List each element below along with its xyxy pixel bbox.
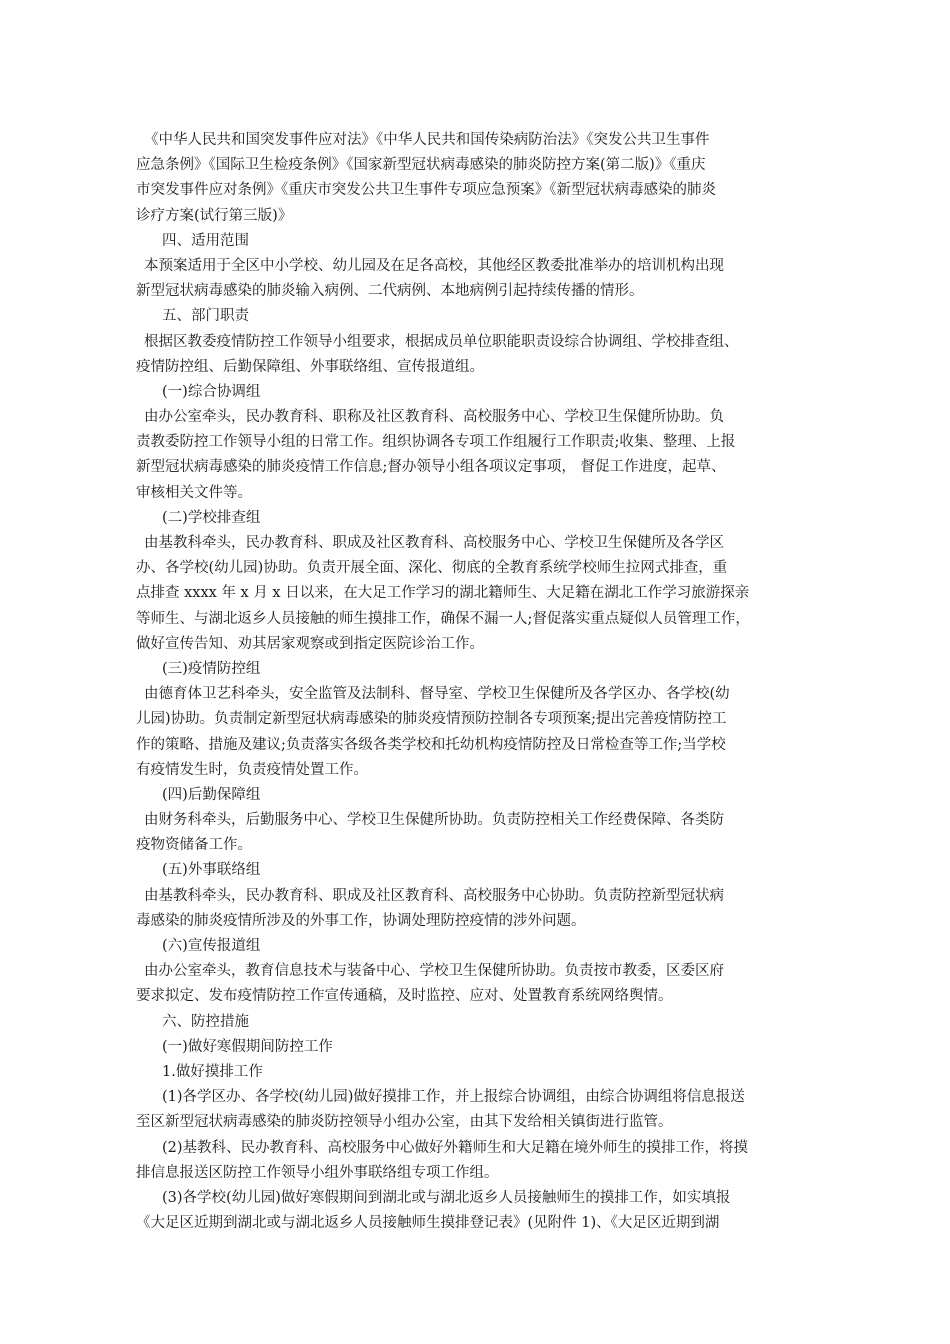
text-line: 由德育体卫艺科牵头，安全监管及法制科、督导室、学校卫生保健所及各学区办、各学校(幼 xyxy=(144,686,730,703)
text-line: 等师生、与湖北返乡人员接触的师生摸排工作，确保不漏一人;督促落实重点疑似人员管理工作， xyxy=(136,610,750,627)
text-line: 根据区教委疫情防控工作领导小组要求，根据成员单位职能职责设综合协调组、学校排查组、 xyxy=(144,333,739,350)
section-heading: 四、适用范围 xyxy=(162,232,249,249)
text-line: 儿园)协助。负责制定新型冠状病毒感染的肺炎疫情预防控制各专项预案;提出完善疫情防控工 xyxy=(136,711,727,728)
section-heading: (1)各学区办、各学校(幼儿园)做好摸排工作，并上报综合协调组，由综合协调组将信息报送 xyxy=(162,1089,745,1106)
text-line: 应急条例》《国际卫生检疫条例》《国家新型冠状病毒感染的肺炎防控方案(第二版)》《重庆 xyxy=(136,157,706,174)
text-line: 责教委防控工作领导小组的日常工作。组织协调各专项工作组履行工作职责;收集、整理、上报 xyxy=(136,434,736,451)
text-line: 由办公室牵头，民办教育科、职称及社区教育科、高校服务中心、学校卫生保健所协助。负 xyxy=(144,409,724,426)
text-line: 《中华人民共和国突发事件应对法》《中华人民共和国传染病防治法》《突发公共卫生事件 xyxy=(144,132,710,148)
section-heading: 六、防控措施 xyxy=(162,1013,249,1030)
text-line: 办、各学校(幼儿园)协助。负责开展全面、深化、彻底的全教育系统学校师生拉网式排查，重 xyxy=(136,560,728,577)
section-heading: 1.做好摸排工作 xyxy=(162,1063,263,1080)
text-line: 《大足区近期到湖北或与湖北返乡人员接触师生摸排登记表》(见附件 1)、《大足区近期到湖 xyxy=(136,1215,720,1232)
text-line: 由办公室牵头，教育信息技术与装备中心、学校卫生保健所协助。负责按市教委，区委区府 xyxy=(144,963,724,980)
text-line: 新型冠状病毒感染的肺炎输入病例、二代病例、本地病例引起持续传播的情形。 xyxy=(136,283,644,300)
section-heading: (二)学校排查组 xyxy=(162,509,261,526)
section-heading: (一)做好寒假期间防控工作 xyxy=(162,1038,333,1055)
section-heading: (3)各学校(幼儿园)做好寒假期间到湖北或与湖北返乡人员接触师生的摸排工作，如实填报 xyxy=(162,1189,731,1206)
text-line: 做好宣传告知、劝其居家观察或到指定医院诊治工作。 xyxy=(136,635,484,652)
section-heading: (六)宣传报道组 xyxy=(162,938,261,954)
text-line: 由基教科牵头，民办教育科、职成及社区教育科、高校服务中心协助。负责防控新型冠状病 xyxy=(144,887,724,904)
text-line: 市突发事件应对条例》《重庆市突发公共卫生事件专项应急预案》《新型冠状病毒感染的肺炎 xyxy=(136,182,716,199)
section-heading: (四)后勤保障组 xyxy=(162,786,261,803)
text-line: 本预案适用于全区中小学校、幼儿园及在足各高校，其他经区教委批准举办的培训机构出现 xyxy=(144,257,724,274)
text-line: 作的策略、措施及建议;负责落实各级各类学校和托幼机构疫情防控及日常检查等工作;当学校 xyxy=(136,736,726,753)
document-body xyxy=(136,128,816,1236)
text-line: 疫物资储备工作。 xyxy=(136,837,252,854)
section-heading: (五)外事联络组 xyxy=(162,862,261,879)
section-heading: (一)综合协调组 xyxy=(162,383,261,400)
text-line: 毒感染的肺炎疫情所涉及的外事工作，协调处理防控疫情的涉外问题。 xyxy=(136,912,586,929)
section-heading: (2)基教科、民办教育科、高校服务中心做好外籍师生和大足籍在境外师生的摸排工作，将摸 xyxy=(162,1139,749,1156)
text-line: 点排查 xxxx 年 x 月 x 日以来，在大足工作学习的湖北籍师生、大足籍在湖北工作学习旅游探亲 xyxy=(136,585,750,602)
text-line: 新型冠状病毒感染的肺炎疫情工作信息;督办领导小组各项议定事项， 督促工作进度，起草、 xyxy=(136,459,726,476)
text-line: 要求拟定、发布疫情防控工作宣传通稿，及时监控、应对、处置教育系统网络舆情。 xyxy=(136,988,673,1005)
text-line: 疫情防控组、后勤保障组、外事联络组、宣传报道组。 xyxy=(136,358,484,375)
text-line: 由财务科牵头，后勤服务中心、学校卫生保健所协助。负责防控相关工作经费保障、各类防 xyxy=(144,812,724,829)
text-line: 诊疗方案(试行第三版)》 xyxy=(136,207,293,224)
section-heading: 五、部门职责 xyxy=(162,308,249,325)
text-line: 审核相关文件等。 xyxy=(136,484,252,501)
section-heading: (三)疫情防控组 xyxy=(162,660,261,677)
text-line: 有疫情发生时，负责疫情处置工作。 xyxy=(136,761,368,778)
text-line: 排信息报送区防控工作领导小组外事联络组专项工作组。 xyxy=(136,1164,499,1181)
text-line: 至区新型冠状病毒感染的肺炎防控领导小组办公室，由其下发给相关镇街进行监管。 xyxy=(136,1114,673,1131)
text-line: 由基教科牵头，民办教育科、职成及社区教育科、高校服务中心、学校卫生保健所及各学区 xyxy=(144,535,724,551)
